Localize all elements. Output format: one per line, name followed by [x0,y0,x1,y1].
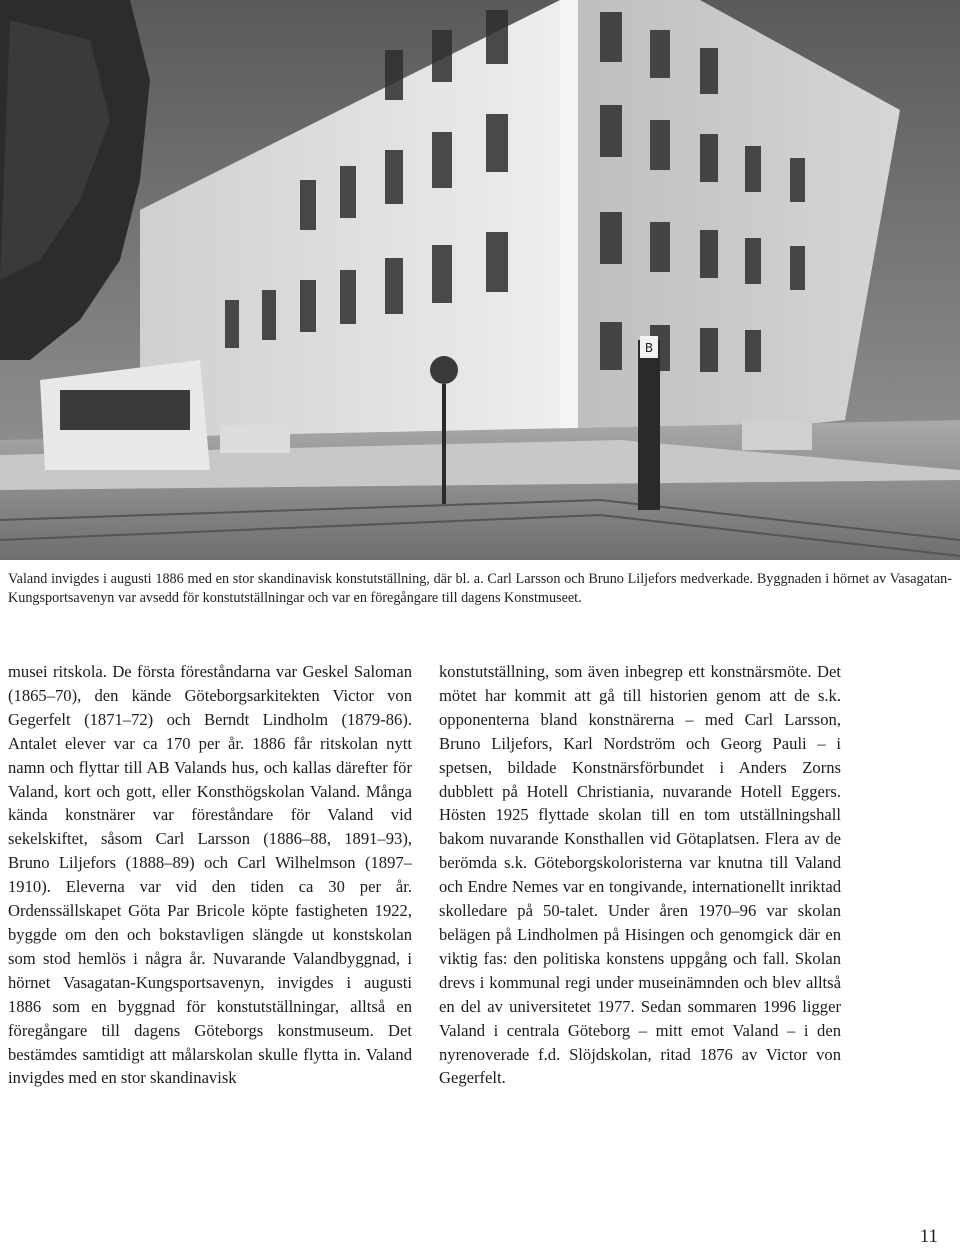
building-photo [0,0,960,560]
building-photo-icon [0,0,960,560]
text-column-right [439,660,841,1090]
photo-caption: Valand invigdes i augusti 1886 med en stor skandinavisk konstutställning, där bl. a. Carl Larsson och Bruno Liljefors medverkade. Byggnaden i hörnet av Vasagatan-Kungsportsavenyn var avsedd för konstutställningar och var en föregångare till dagens Konstmuseet. [8,571,952,606]
body-paragraph-left: musei ritskola. De första föreståndarna var Geskel Saloman (1865–70), den kände Göteborgsarkitekten Victor von Gegerfelt (1871–72) och Berndt Lindholm (1879-86). Antalet elever var ca 170 per år. 1886 får ritskolan nytt namn och flyttar till AB Valands hus, och kallas därefter för Valand, kort och gott, eller Konsthögskolan Valand. Många kända konstnärer var föreståndare för Valand vid sekelskiftet, såsom Carl Larsson (1886–88, 1891–93), Bruno Liljefors (1888–89) och Carl Wilhelmson (1897–1910). Eleverna var vid den tiden ca 30 per år. Ordenssällskapet Göta Par Bricole köpte fastigheten 1922, byggde om den och bokstavligen slängde ut konstskolan som stod hemlös i några år. Nuvarande Valandbyggnad, i hörnet Vasagatan-Kungsportsavenyn, invigdes i augusti 1886 som en byggnad för konstutställningar, alltså en föregångare till dagens Göteborgs konstmuseum. Det bestämdes samtidigt att målarskolan skulle flytta in. Valand invigdes med en stor skandinavisk [8,662,412,1088]
page-number: 11 [919,1226,938,1247]
body-paragraph-right: konstutställning, som även inbegrep ett konstnärsmöte. Det mötet har kommit att gå till historien genom att de s.k. opponenterna bland konstnärerna – med Carl Larsson, Bruno Liljefors, Karl Nordström och Georg Pauli – i spetsen, bildade Konstnärsförbundet i Anders Zorns dubblett på Hotell Christiania, nuvarande Hotell Eggers. Hösten 1925 flyttade skolan till en tom utställningshall bakom nuvarande Konsthallen vid Götaplatsen. Flera av de berömda s.k. Göteborgskoloristerna var knutna till Valand och Endre Nemes var en tongivande, internationellt inriktad skolledare på 50-talet. Under åren 1970–96 var skolan belägen på Lindholmen på Hisingen och genomgick där en viktig fas: den politiska konstens uppgång och fall. Skolan drevs i kommunal regi under museinämnden och blev alltså en del av universitetet 1977. Sedan sommaren 1996 ligger Valand i centrala Göteborg – mitt emot Valand – i den nyrenoverade f.d. Slöjdskolan, ritad 1876 av Victor von Gegerfelt. [439,662,841,1088]
tram-stop-sign-letter: B [644,341,654,355]
text-column-left [8,660,412,1090]
